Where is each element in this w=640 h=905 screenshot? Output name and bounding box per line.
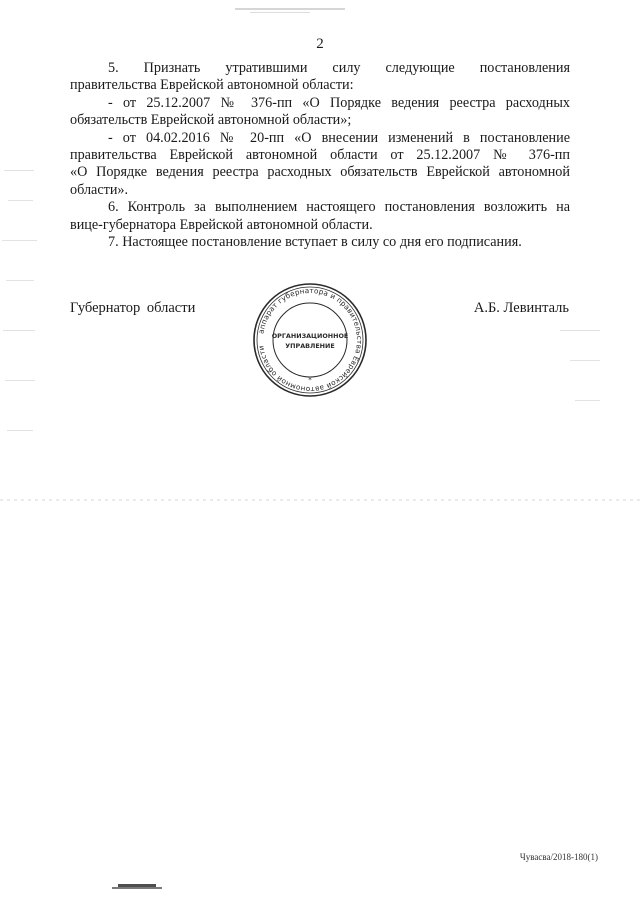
stamp-center-line-1: ОРГАНИЗАЦИОННОЕ xyxy=(271,332,349,340)
document-body xyxy=(70,60,570,251)
item-1-line-2: обязательств Еврейской автономной области»; xyxy=(70,112,352,129)
item-1-line-1: - от 25.12.2007 № 376-пп «О Порядке ведения реестра расходных xyxy=(108,94,570,111)
item-2-line-3: «О Порядке ведения реестра расходных обязательств Еврейской автономной xyxy=(70,164,570,181)
paragraph-6-line-1: 6. Контроль за выполнением настоящего постановления возложить на xyxy=(108,199,570,216)
svg-text:*: * xyxy=(308,376,312,384)
official-seal-stamp xyxy=(250,280,370,400)
page-number: 2 xyxy=(316,36,324,52)
stamp-center-line-2: УПРАВЛЕНИЕ xyxy=(285,342,335,350)
paragraph-5-line-2: правительства Еврейской автономной области: xyxy=(70,77,354,94)
stamp-ring-text: аппарат губернатора и правительства Еврейской автономной области xyxy=(256,285,365,395)
signature-name: А.Б. Левинталь xyxy=(473,300,569,316)
footer-document-code: Чувасва/2018-180(1) xyxy=(519,852,598,862)
item-2-line-2: правительства Еврейской автономной области от 25.12.2007 № 376-пп xyxy=(70,147,570,164)
paragraph-5-line-1: 5. Признать утратившими силу следующие постановления xyxy=(108,60,570,76)
paragraph-6-line-2: вице-губернатора Еврейской автономной области. xyxy=(70,216,373,233)
item-2-line-4: области». xyxy=(70,181,129,198)
signature-title: Губернатор области xyxy=(70,300,196,316)
item-2-line-1: - от 04.02.2016 № 20-пп «О внесении изменений в постановление xyxy=(108,129,570,146)
paragraph-7-line-1: 7. Настоящее постановление вступает в силу со дня его подписания. xyxy=(108,234,522,251)
